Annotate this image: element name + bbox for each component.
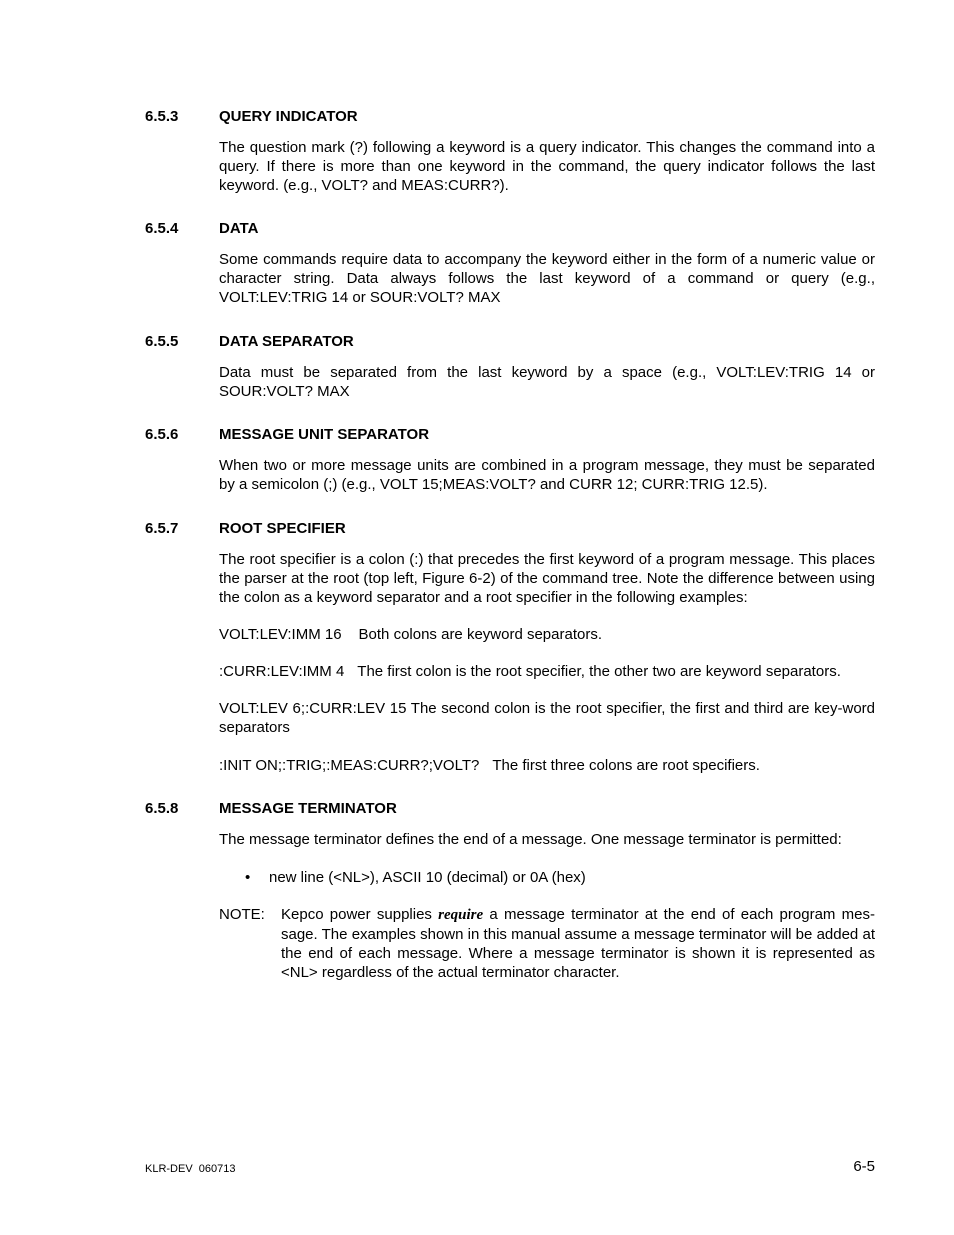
page-number: 6-5 [853,1158,875,1175]
note-label: NOTE: [219,906,265,923]
example-row [219,756,875,775]
section-title: DATA SEPARATOR [219,333,354,350]
example-command: VOLT:LEV 6;:CURR:LEV 15 [219,700,407,717]
example-row [219,625,875,644]
note-text-after: a message terminator at the end of each program mes-sage. The examples shown in this manual assume a message terminator will be added at the end of each message. Where a message terminator is shown it is represented as <NL> regardless of the actual terminator character. [281,906,875,981]
note-text-before: Kepco power supplies [281,906,432,923]
example-explanation: The first colon is the root specifier, the other two are keyword separators. [357,663,841,680]
example-command: :CURR:LEV:IMM 4 [219,663,345,680]
section-body: Some commands require data to accompany the keyword either in the form of a numeric value or character string. Data always follows the last keyword of a command or query (e.g., VOLT:LEV:TRIG 14 or SOUR:VOLT? MAX [219,251,875,306]
section-title: MESSAGE UNIT SEPARATOR [219,426,430,443]
section-number: 6.5.4 [145,220,179,237]
section-body: The question mark (?) following a keyword is a query indicator. This changes the command into a query. If there is more than one keyword in the command, the query indicator follows the last keyword. (e.g., VOLT? and MEAS:CURR?). [219,139,875,194]
example-command: VOLT:LEV:IMM 16 [219,626,342,643]
section-body: The message terminator defines the end of a message. One message terminator is permitted: [219,831,842,848]
example-explanation: Both colons are keyword separators. [358,626,603,643]
footer-doc-id: KLR-DEV 060713 [145,1163,236,1175]
section-body: Data must be separated from the last keyword by a space (e.g., VOLT:LEV:TRIG 14 or SOUR:VOLT? MAX [219,364,875,400]
section-number: 6.5.6 [145,426,179,443]
section-number: 6.5.7 [145,520,179,537]
section-number: 6.5.8 [145,800,179,817]
list-item: new line (<NL>), ASCII 10 (decimal) or 0A (hex) [269,869,586,886]
section-title: MESSAGE TERMINATOR [219,800,397,817]
section-title: ROOT SPECIFIER [219,520,346,537]
note-text [281,905,875,982]
example-command: :INIT ON;:TRIG;:MEAS:CURR?;VOLT? [219,757,480,774]
example-row [219,662,875,681]
example-explanation: The second colon is the root specifier, the first and third are key-word separators [219,700,876,736]
example-explanation: The first three colons are root specifiers. [492,757,760,774]
section-body: When two or more message units are combined in a program message, they must be separated by a semicolon (;) (e.g., VOLT 15;MEAS:VOLT? and CURR 12; CURR:TRIG 12.5). [219,457,875,493]
section-body: The root specifier is a colon (:) that precedes the first keyword of a program message. This places the parser at the root (top left, Figure 6-2) of the command tree. Note the difference between using the colon as a keyword separator and a root specifier in the following examples: [219,551,875,606]
section-number: 6.5.5 [145,333,179,350]
section-title: QUERY INDICATOR [219,108,358,125]
bullet-icon: • [245,869,251,886]
section-number: 6.5.3 [145,108,179,125]
note-emphasis: require [438,907,484,923]
example-row [219,699,875,737]
section-title: DATA [219,220,259,237]
